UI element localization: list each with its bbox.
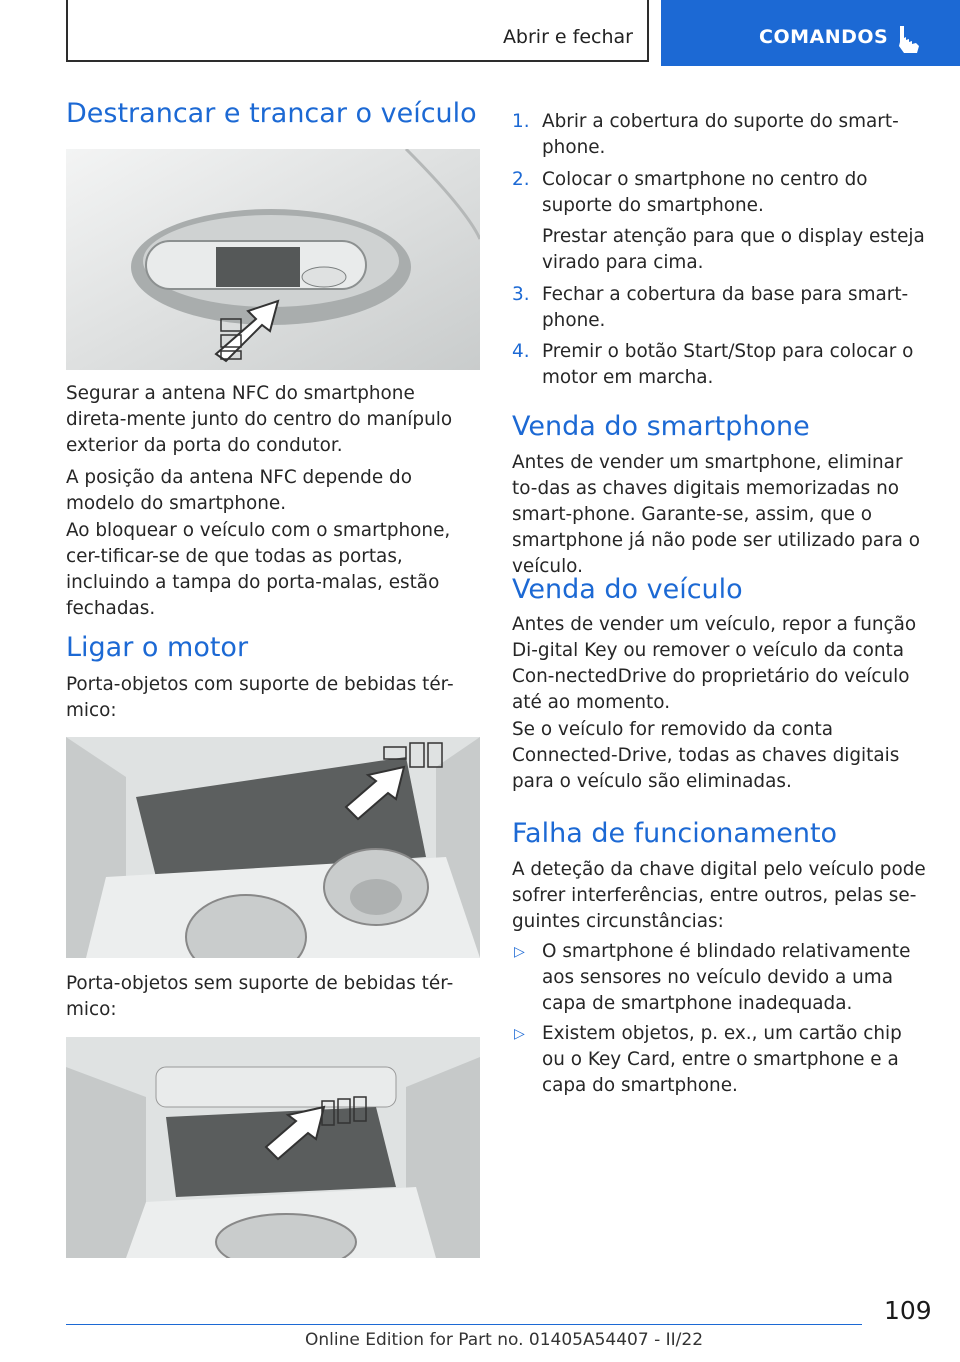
heading-sell-smartphone: Venda do smartphone: [512, 411, 810, 442]
heading-sell-vehicle: Venda do veículo: [512, 574, 743, 605]
step-text: Fechar a cobertura da base para smart-phone.: [542, 284, 909, 331]
paragraph-without-cup-holder: Porta-objetos sem suporte de bebidas tér-mico:: [66, 973, 454, 1020]
step-number: 1.: [512, 111, 530, 132]
step-text: Abrir a cobertura do suporte do smart-phone.: [542, 111, 899, 158]
paragraph-sell-smartphone: Antes de vender um smartphone, eliminar to-das as chaves digitais memorizadas no smart-phone. Garante-se, assim, que o smartphone já não pode ser utilizado para o veículo.: [512, 452, 921, 577]
page-number: 109: [884, 1296, 932, 1325]
step-text: Premir o botão Start/Stop para colocar o motor em marcha.: [542, 341, 914, 388]
footer-divider: [66, 1324, 862, 1325]
step-2-note: Prestar atenção para que o display esteja virado para cima.: [542, 226, 925, 273]
list-item-text: Existem objetos, p. ex., um cartão chip ou o Key Card, entre o smartphone e a capa do smartphone.: [542, 1023, 902, 1096]
step-number: 2.: [512, 169, 530, 190]
step-number: 3.: [512, 284, 530, 305]
door-handle-image: [66, 149, 480, 370]
section-tab: [66, 0, 649, 62]
paragraph-malfunction: A deteção da chave digital pelo veículo pode sofrer interferências, entre outros, pelas se-guintes circunstâncias:: [512, 859, 926, 932]
paragraph-sell-vehicle-2: Se o veículo for removido da conta Connected-Drive, todas as chaves digitais para o veículo são eliminadas.: [512, 719, 900, 792]
paragraph-lock-check: Ao bloquear o veículo com o smartphone, cer-tificar-se de que todas as portas, incluindo a tampa do porta-malas, estão fechadas.: [66, 520, 451, 619]
section-title: Abrir e fechar: [502, 26, 633, 48]
footer-edition: Online Edition for Part no. 01405A54407 - II/22: [305, 1330, 704, 1350]
list-item-text: O smartphone é blindado relativamente aos sensores no veículo devido a uma capa de smartphone inadequada.: [542, 941, 911, 1014]
chapter-title: COMANDOS: [759, 26, 889, 48]
paragraph-nfc: Segurar a antena NFC do smartphone direta-mente junto do centro do manípulo exterior da porta do condutor.: [66, 383, 453, 456]
heading-malfunction: Falha de funcionamento: [512, 818, 838, 849]
step-number: 4.: [512, 341, 530, 362]
paragraph-nfc-position: A posição da antena NFC depende do modelo do smartphone.: [66, 467, 412, 514]
triangle-bullet-icon: ▷: [514, 944, 525, 960]
chapter-tab: [661, 0, 960, 66]
step-text: Colocar o smartphone no centro do suporte do smartphone.: [542, 169, 868, 216]
paragraph-sell-vehicle-1: Antes de vender um veículo, repor a função Di-gital Key ou remover o veículo da conta Con-nectedDrive do proprietário do veículo até ao momento.: [512, 614, 917, 713]
console-with-cup-holder-image: [66, 737, 480, 958]
console-without-cup-holder-image: [66, 1037, 480, 1258]
heading-start-engine: Ligar o motor: [66, 632, 249, 663]
pointing-hand-icon: [895, 24, 923, 54]
paragraph-with-cup-holder: Porta-objetos com suporte de bebidas tér-mico:: [66, 674, 454, 721]
heading-unlock: Destrancar e trancar o veículo: [66, 98, 477, 129]
triangle-bullet-icon: ▷: [514, 1026, 525, 1042]
